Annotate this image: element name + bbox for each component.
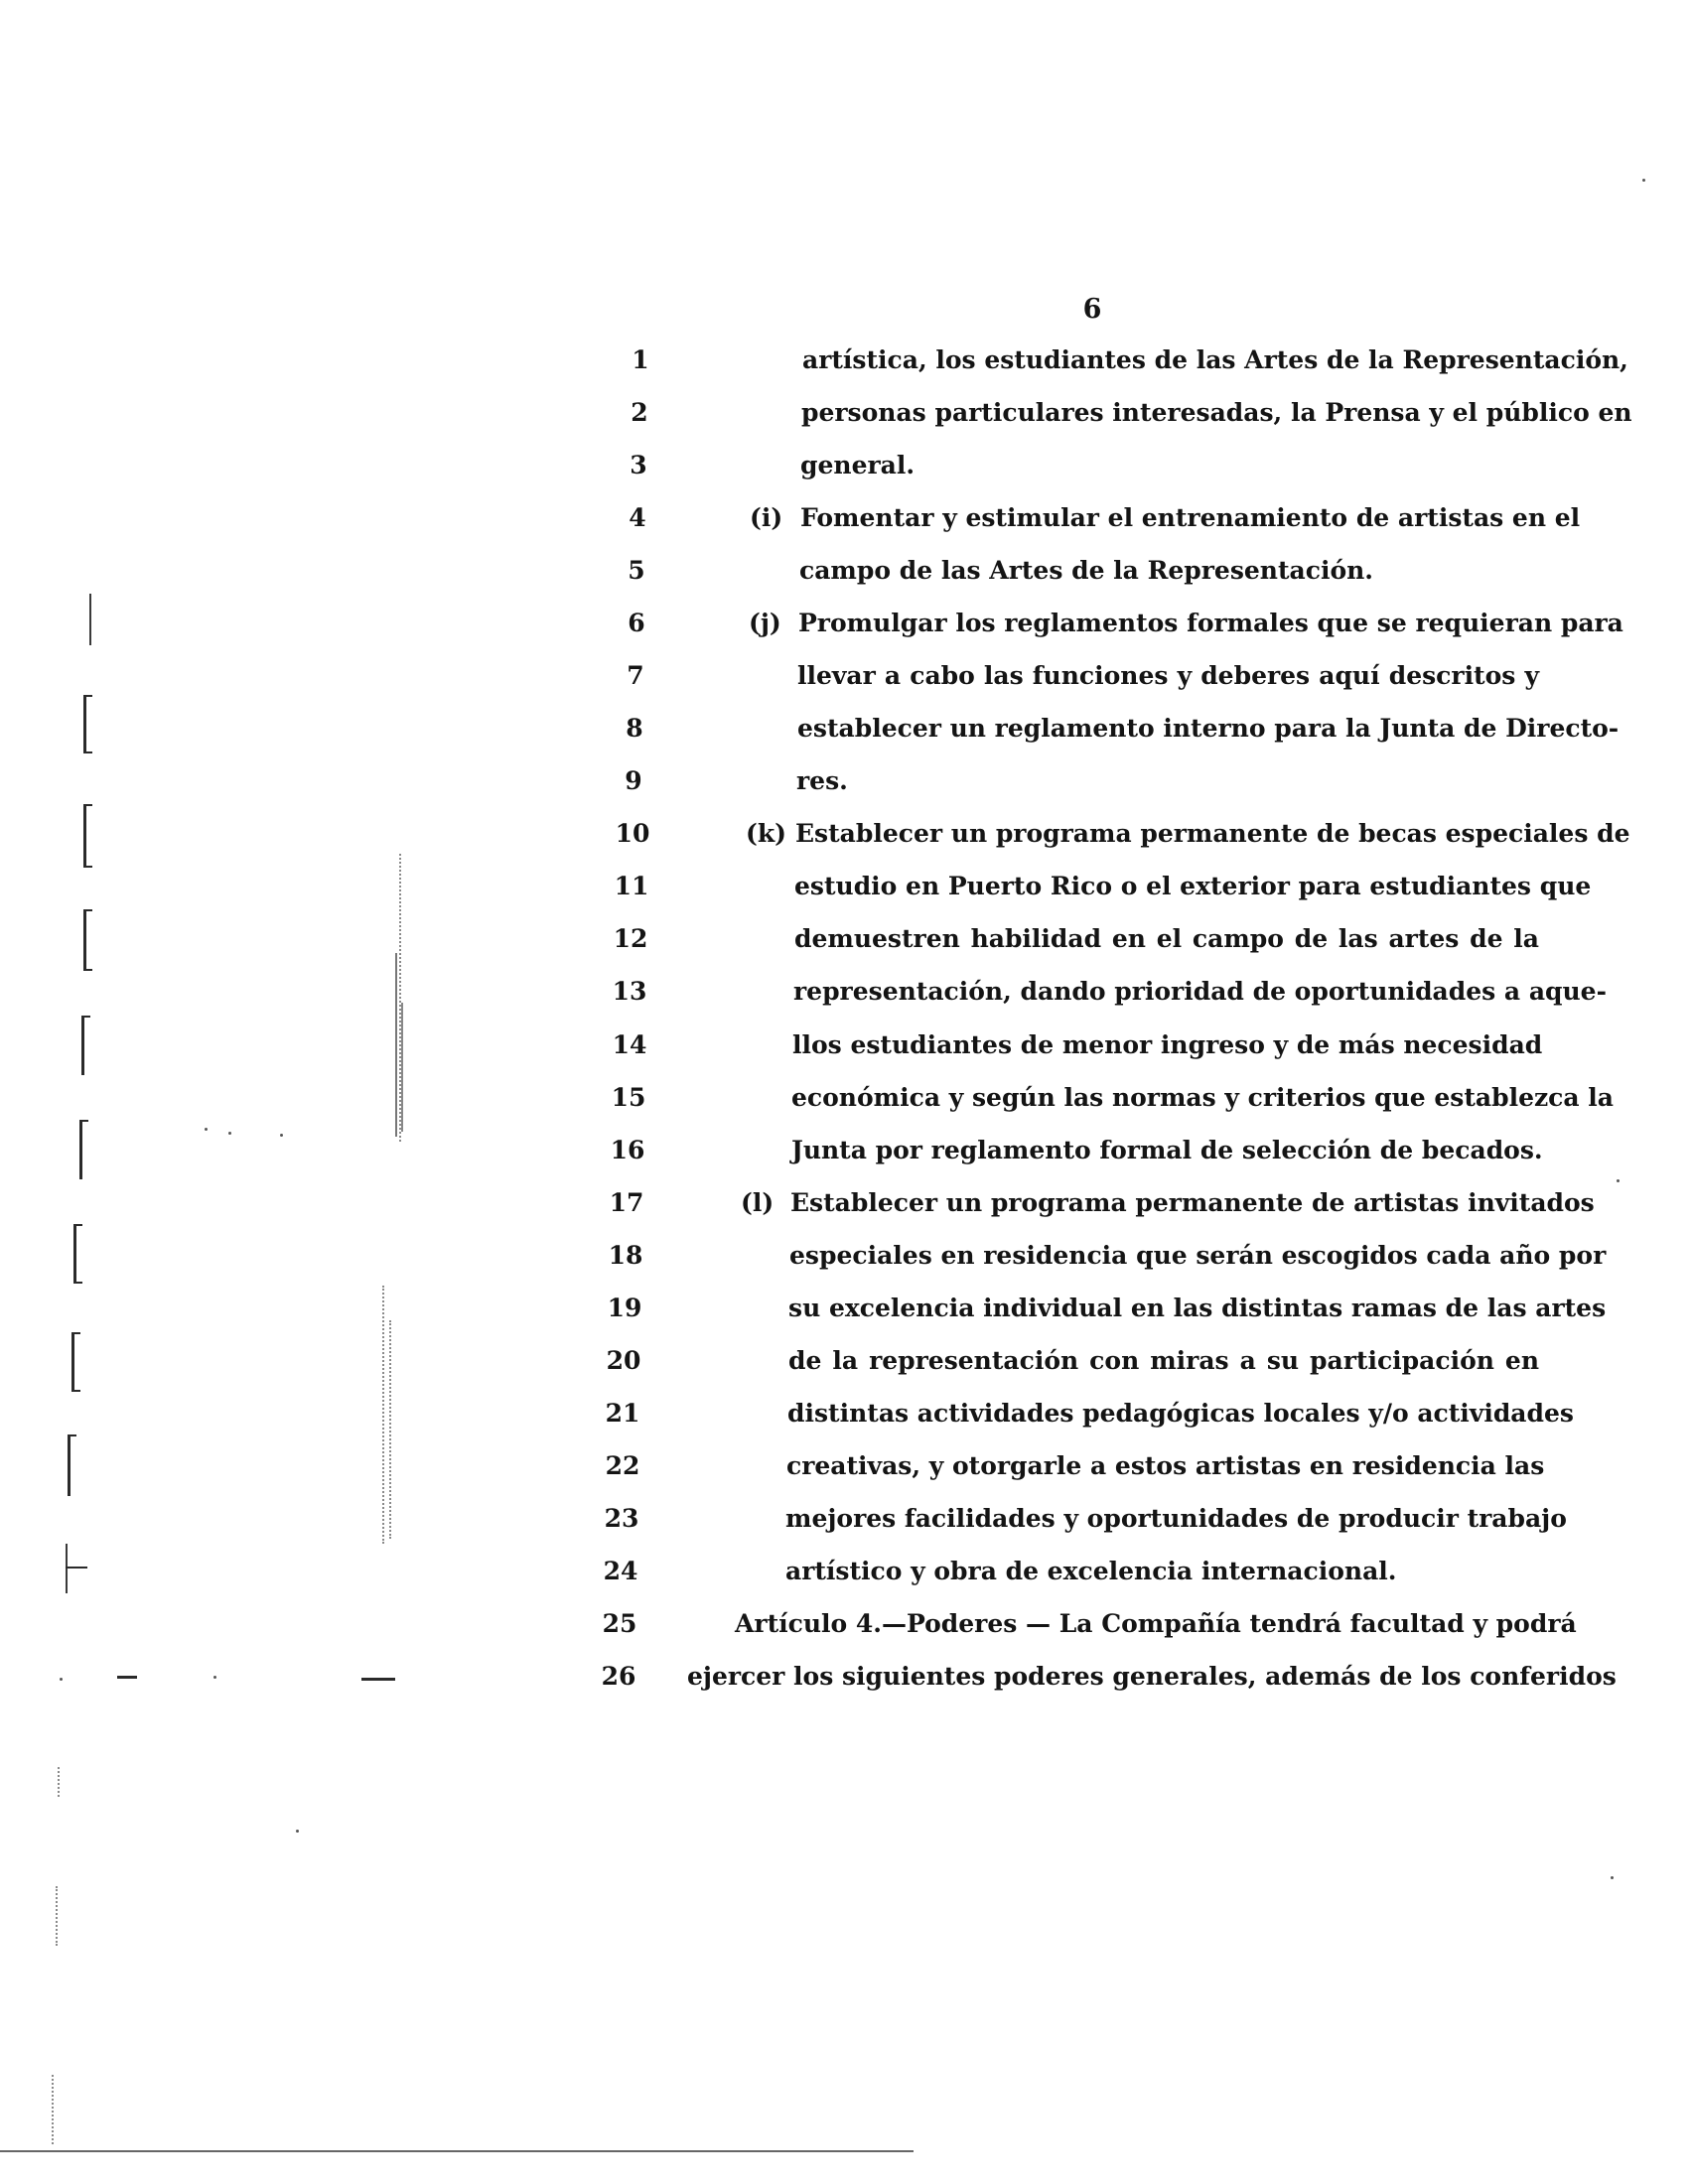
scan-mark [73,1224,82,1284]
line-text: Establecer un programa permanente de artistas invitados [790,1188,1595,1217]
scan-mark [83,804,92,868]
scan-mark [1611,1876,1614,1879]
line-text: ejercer los siguientes poderes generales, además de los conferidos [687,1662,1617,1691]
page-number: 6 [1082,294,1102,325]
line-number: 21 [605,1399,640,1428]
scan-mark [395,953,397,1137]
line-number: 18 [608,1241,643,1270]
line-number: 17 [609,1188,644,1217]
line-text: estudio en Puerto Rico o el exterior para estudiantes que [794,872,1592,900]
scan-mark [83,909,92,971]
list-marker: (k) [746,819,786,848]
line-number: 5 [628,556,645,585]
line-number: 12 [613,924,648,953]
scan-mark [52,2075,54,2144]
line-text: llevar a cabo las funciones y deberes aquí descritos y [797,661,1539,690]
scan-mark [1617,1179,1620,1182]
bottom-rule [0,2150,914,2152]
line-text: llos estudiantes de menor ingreso y de más necesidad [792,1030,1543,1059]
line-text: campo de las Artes de la Representación. [799,556,1374,585]
line-number: 13 [612,977,647,1006]
line-text: creativas, y otorgarle a estos artistas en residencia las [786,1451,1545,1480]
line-text: representación, dando prioridad de oportunidades a aque- [793,977,1607,1006]
scan-mark [83,695,92,753]
scan-mark [382,1286,384,1544]
line-number: 2 [631,398,648,427]
line-text: su excelencia individual en las distintas ramas de las artes [788,1294,1607,1322]
line-number: 1 [632,345,649,374]
line-text: establecer un reglamento interno para la Junta de Directo- [797,714,1620,743]
scan-mark [296,1830,299,1833]
line-number: 22 [605,1451,640,1480]
line-number: 4 [629,503,646,532]
line-text: Establecer un programa permanente de becas especiales de [795,819,1630,848]
line-number: 15 [611,1083,646,1112]
line-number: 10 [615,819,650,848]
scan-mark [361,1678,395,1681]
scan-mark [56,1886,58,1946]
scan-mark [213,1676,216,1679]
line-number: 16 [610,1136,645,1164]
line-text: Artículo 4.—Poderes — La Compañía tendrá facultad y podrá [735,1609,1577,1638]
line-number: 9 [625,766,642,795]
line-number: 23 [604,1504,639,1533]
line-text: artístico y obra de excelencia internacional. [785,1557,1397,1585]
line-number: 19 [607,1294,642,1322]
scan-mark [389,1320,391,1539]
line-text: demuestren habilidad en el campo de las artes de la [794,924,1539,953]
scan-mark [68,1434,76,1496]
line-text: Junta por reglamento formal de selección de becados. [791,1136,1543,1164]
line-text: especiales en residencia que serán escogidos cada año por [789,1241,1607,1270]
line-text: económica y según las normas y criterios que establezca la [791,1083,1614,1112]
line-text: distintas actividades pedagógicas locales y/o actividades [787,1399,1574,1428]
scan-mark [117,1676,137,1679]
scan-mark [66,1544,68,1593]
line-text: res. [796,766,848,795]
line-number: 26 [601,1662,636,1691]
list-marker: (j) [749,609,781,637]
line-text: Fomentar y estimular el entrenamiento de artistas en el [800,503,1581,532]
scan-mark [401,1003,403,1132]
scan-mark [60,1678,63,1681]
scan-mark [205,1128,208,1131]
line-text: Promulgar los reglamentos formales que se requieran para [798,609,1623,637]
scan-mark [79,1120,88,1179]
line-number: 25 [602,1609,637,1638]
line-number: 20 [606,1346,641,1375]
scan-mark [81,1016,90,1075]
line-number: 3 [630,451,647,479]
list-marker: (i) [750,503,783,532]
line-text: personas particulares interesadas, la Prensa y el público en [801,398,1632,427]
line-text: general. [800,451,916,479]
scan-mark [228,1132,231,1135]
line-number: 14 [612,1030,647,1059]
scan-mark [1642,179,1645,182]
scan-mark [89,594,91,645]
line-number: 6 [628,609,645,637]
line-text: artística, los estudiantes de las Artes de la Representación, [802,345,1628,374]
scan-mark [58,1767,60,1797]
line-number: 24 [603,1557,638,1585]
line-text: mejores facilidades y oportunidades de producir trabajo [785,1504,1567,1533]
line-text: de la representación con miras a su participación en [788,1346,1539,1375]
scan-mark [66,1567,87,1569]
scan-mark [280,1134,283,1137]
line-number: 8 [626,714,643,743]
line-number: 11 [614,872,649,900]
list-marker: (l) [741,1188,775,1217]
line-number: 7 [627,661,644,690]
scan-mark [71,1332,80,1392]
